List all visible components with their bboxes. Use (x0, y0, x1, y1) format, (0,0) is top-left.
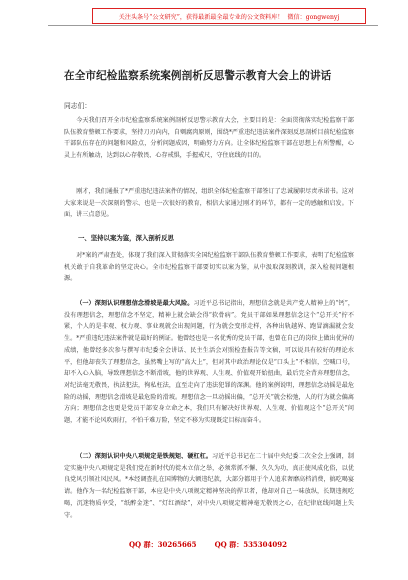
paragraph-2: 刚才，我们通报了*严重违纪违法案件的情况，组织全体纪检监察干部签订了忠诚履职尽责承诺书。这对大家来说是一次深刻的警示、也是一次很好的教育，相信大家通过刚才的环节，都有一定的感触和启发。下面，讲三点意见。 (64, 188, 354, 219)
footer-qq-group-1: QQ 群：30265665 (128, 540, 197, 549)
paragraph-sub1 (64, 298, 354, 427)
footer-contact (118, 538, 298, 552)
sub2-body: 习近平总书记在二十届中央纪委二次全会上强调，制定实施中央八项规定是我们党在新时代的徙木立信之举，必须常抓不懈、久久为功，真正使风成化俗，以优良党风引领社风民风。*本经调查扎在国博物的大额违纪款，大部分都用于个人追求奢靡高档消费，搞吃喝宴请。他作为一名纪检监察干部，本应是中央八项规定精神坚决的捍卫者，他却对自己一味放纵，长期违规吃喝，沉迷物质享受，“纸醉金迷”、“灯红酒绿”，对中央八项规定精神毫无敬畏之心，在纪律底线问题上失守。 (64, 453, 354, 519)
paragraph-3: 对*案的严肃查处，体现了我们深入贯彻落实全国纪检监察干部队伍教育整顿工作要求，表明了纪检监察机关敢于自我革命的坚定决心。全市纪检监察干部要切实以案为鉴，从中汲取深刻教训，深入检视问题根源。 (64, 252, 354, 283)
paragraph-sub2 (64, 451, 354, 521)
paragraph-1: 今天我们召开全市纪检监察系统案例剖析反思警示教育大会，主要目的是：全面贯彻落实纪检监察干部队伍教育整顿工作要求，坚持刀刃向内，自剜腐肉原则，围绕*严重违纪违法案件深刻反思剖析目前纪检监察干部队伍存在的问题和风险点，分析问题成因，明确努力方向。让全体纪检监察干部在思想上有所警醒，心灵上有所触动，达到以心存敬畏、心存戒惧，手握戒尺，守住底线的目的。 (64, 117, 354, 160)
top-banner[interactable] (92, 8, 366, 24)
banner-right-text: 微信：gongwenyj (287, 13, 340, 21)
document-title: 在全市纪检监察系统案例剖析反思警示教育大会上的讲话 (64, 70, 332, 82)
top-rule (48, 25, 378, 26)
banner-left-text: 关注头条号“公文研究”，获得最新最全最专业的公文资料库！ (118, 13, 284, 21)
footer-qq-group-2: QQ 群：535304092 (214, 540, 288, 549)
sub2-lead: （二）深刻认识中央八项规定是铁规矩、硬杠杠。 (76, 453, 213, 460)
section-heading-1: 一、坚持以案为鉴，深入剖析反思 (78, 234, 174, 242)
sub1-lead: （一）深刻认识理想信念滑坡是最大风险。 (76, 300, 194, 307)
sub1-body: 习近平总书记指出，理想信念就是共产党人精神上的“钙”，没有理想信念，理想信念不坚定，精神上就会缺会得“软骨病”。党员干部如果理想信念这个“总开关”拧不紧，个人的是非观、权力观、事业观就会出现问题，行为就会变形走样，各种出轨越界、跑冒滴漏就会发生。*严重违纪违法案件就是最好的例证。他曾经也是一名优秀的党员干部，也曾在自己的岗位上做出优异的成绩，他曾经多次参与撰写市纪委全会讲话、民主生活会对照检查报告等文稿，可以说具有较好的理论水平，但他却丧失了理想信念，虽然嘴上写的“高大上”，但对其中政治理论仅是“口头上”不相信，空喊口号，却不入心入脑，导致理想信念不断滑坡，他的世界观、人生观、价值观开始扭曲，最后完全背弃理想信念，对纪法毫无敬畏，执法犯法，徇私枉法，直至走向了违法犯罪的深渊。他的案例说明，理想信念动摇是最危险的动摇，理想信念滑坡是最危险的滑坡。理想信念一旦动摇出偏，“总开关”就会松弛，人的行为就会偏离方向；理想信念也更是党员干部安身立命之本，我们只有解决好世界观、人生观、价值观这个“总开关”问题，才能不论风吹雨打，不怕千难万险，坚定不移为实现既定目标而奋斗。 (64, 300, 355, 425)
greeting-text: 同志们： (64, 102, 92, 110)
